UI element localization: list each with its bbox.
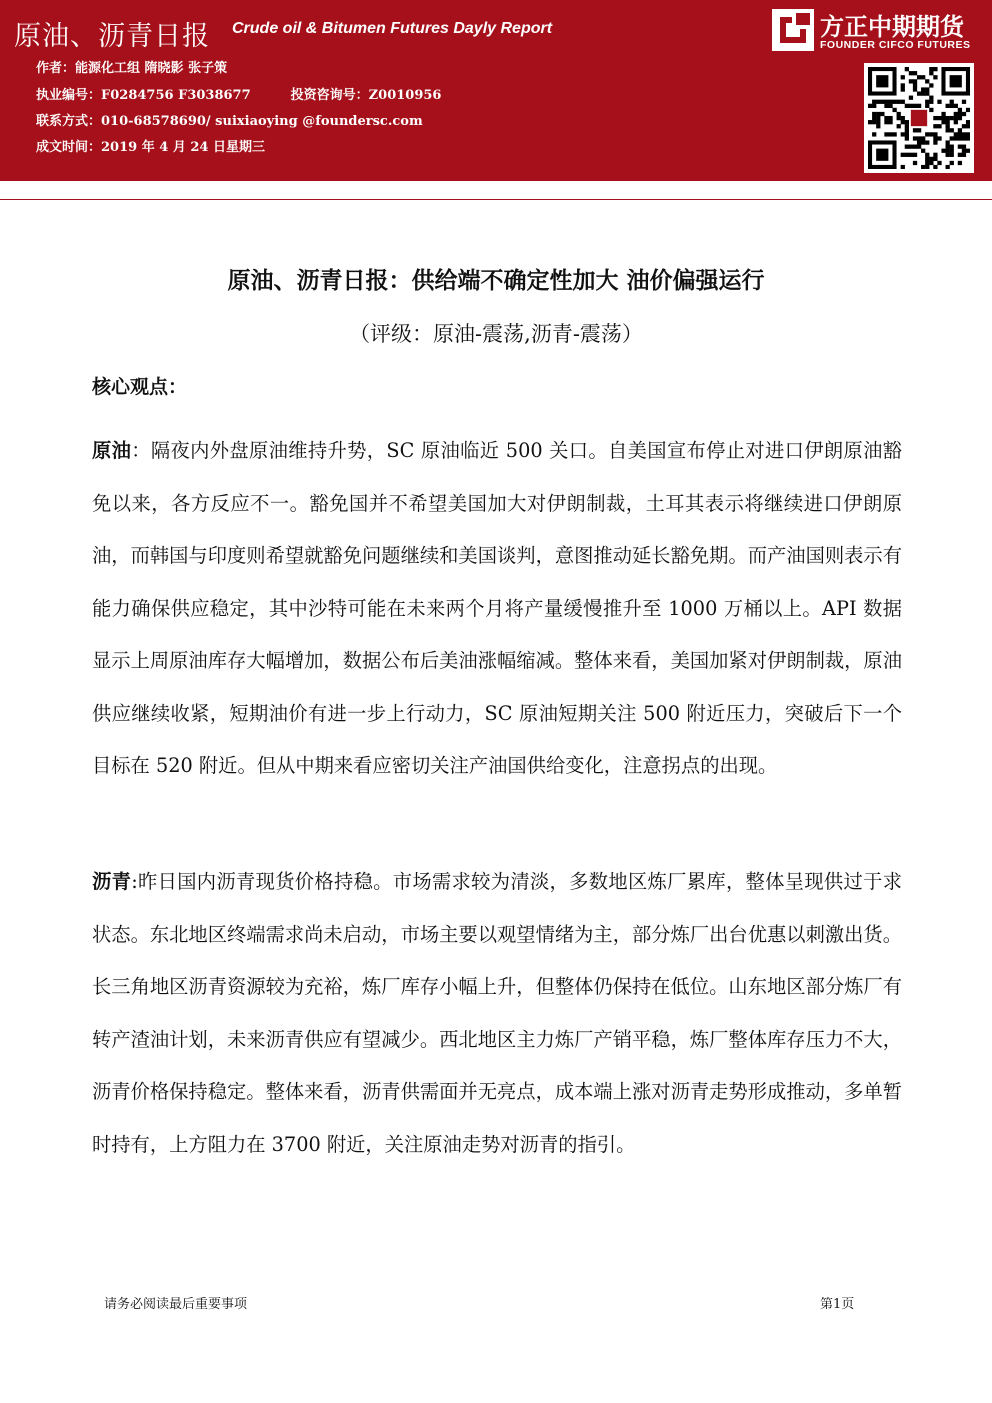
contact-line xyxy=(36,110,435,129)
company-logo-icon xyxy=(772,9,814,51)
header-divider xyxy=(0,181,992,200)
consult-label: 投资咨询号： xyxy=(290,88,369,103)
core-view-heading: 核心观点： xyxy=(92,376,188,398)
crude-oil-label: 原油 xyxy=(92,439,132,462)
authors-label: 作者： xyxy=(36,61,76,76)
consult-value: Z0010956 xyxy=(368,88,442,103)
crude-oil-paragraph xyxy=(92,425,902,793)
date-value: 2019 年 4 月 24 日星期三 xyxy=(101,140,265,155)
company-name-cn: 方正中期期货 xyxy=(820,13,964,41)
footer-notice: 请务必阅读最后重要事项 xyxy=(104,1297,248,1312)
authors-value: 能源化工组 隋晓影 张子策 xyxy=(75,61,228,76)
crude-oil-text: ：隔夜内外盘原油维持升势，SC 原油临近 500 关口。自美国宣布停止对进口伊朗原油豁免以来，各方反应不一。豁免国并不希望美国加大对伊朗制裁，土耳其表示将继续进口伊朗原油，而韩国与印度则希望就豁免问题继续和美国谈判，意图推动延长豁免期。而产油国则表示有能力确保供应稳定，其中沙特可能在未来两个月将产量缓慢推升至 1000 万桶以上。API 数据显示上周原油库存大幅增加，数据公布后美油涨幅缩减。整体来看，美国加紧对伊朗制裁，原油供应继续收紧，短期油价有进一步上行动力，SC 原油短期关注 500 附近压力，突破后下一个目标在 520 附近。但从中期来看应密切关注产油国供给变化，注意拐点的出现。 xyxy=(92,439,903,777)
report-title: 原油、沥青日报：供给端不确定性加大 油价偏强运行 xyxy=(227,268,765,294)
report-rating: （评级：原油-震荡,沥青-震荡） xyxy=(349,322,643,346)
company-name-en: FOUNDER CIFCO FUTURES xyxy=(820,39,971,51)
report-series-title: 原油、沥青日报 xyxy=(14,21,210,52)
date-line xyxy=(36,136,277,155)
bitumen-label: 沥青 xyxy=(92,870,132,893)
page-number: 第1页 xyxy=(820,1297,855,1312)
report-series-title-en: Crude oil & Bitumen Futures Dayly Report xyxy=(232,20,553,37)
license-label: 执业编号： xyxy=(36,88,102,103)
contact-value: 010-68578690/ suixiaoying @foundersc.com xyxy=(101,114,423,129)
qr-code-image xyxy=(868,67,970,169)
bitumen-paragraph xyxy=(92,856,902,1171)
authors-line xyxy=(36,57,239,76)
date-label: 成文时间： xyxy=(36,140,102,155)
qr-code xyxy=(864,63,974,173)
license-value: F0284756 F3038677 xyxy=(101,88,251,103)
report-header-banner xyxy=(0,0,992,181)
company-logo xyxy=(772,7,982,57)
contact-label: 联系方式： xyxy=(36,114,102,129)
bitumen-text: :昨日国内沥青现货价格持稳。市场需求较为清淡，多数地区炼厂累库，整体呈现供过于求状态。东北地区终端需求尚未启动，市场主要以观望情绪为主，部分炼厂出台优惠以刺激出货。长三角地区沥青资源较为充裕，炼厂库存小幅上升，但整体仍保持在低位。山东地区部分炼厂有转产渣油计划，未来沥青供应有望减少。西北地区主力炼厂产销平稳，炼厂整体库存压力不大，沥青价格保持稳定。整体来看，沥青供需面并无亮点，成本端上涨对沥青走势形成推动，多单暂时持有，上方阻力在 3700 附近，关注原油走势对沥青的指引。 xyxy=(92,870,902,1156)
license-line xyxy=(36,84,453,103)
